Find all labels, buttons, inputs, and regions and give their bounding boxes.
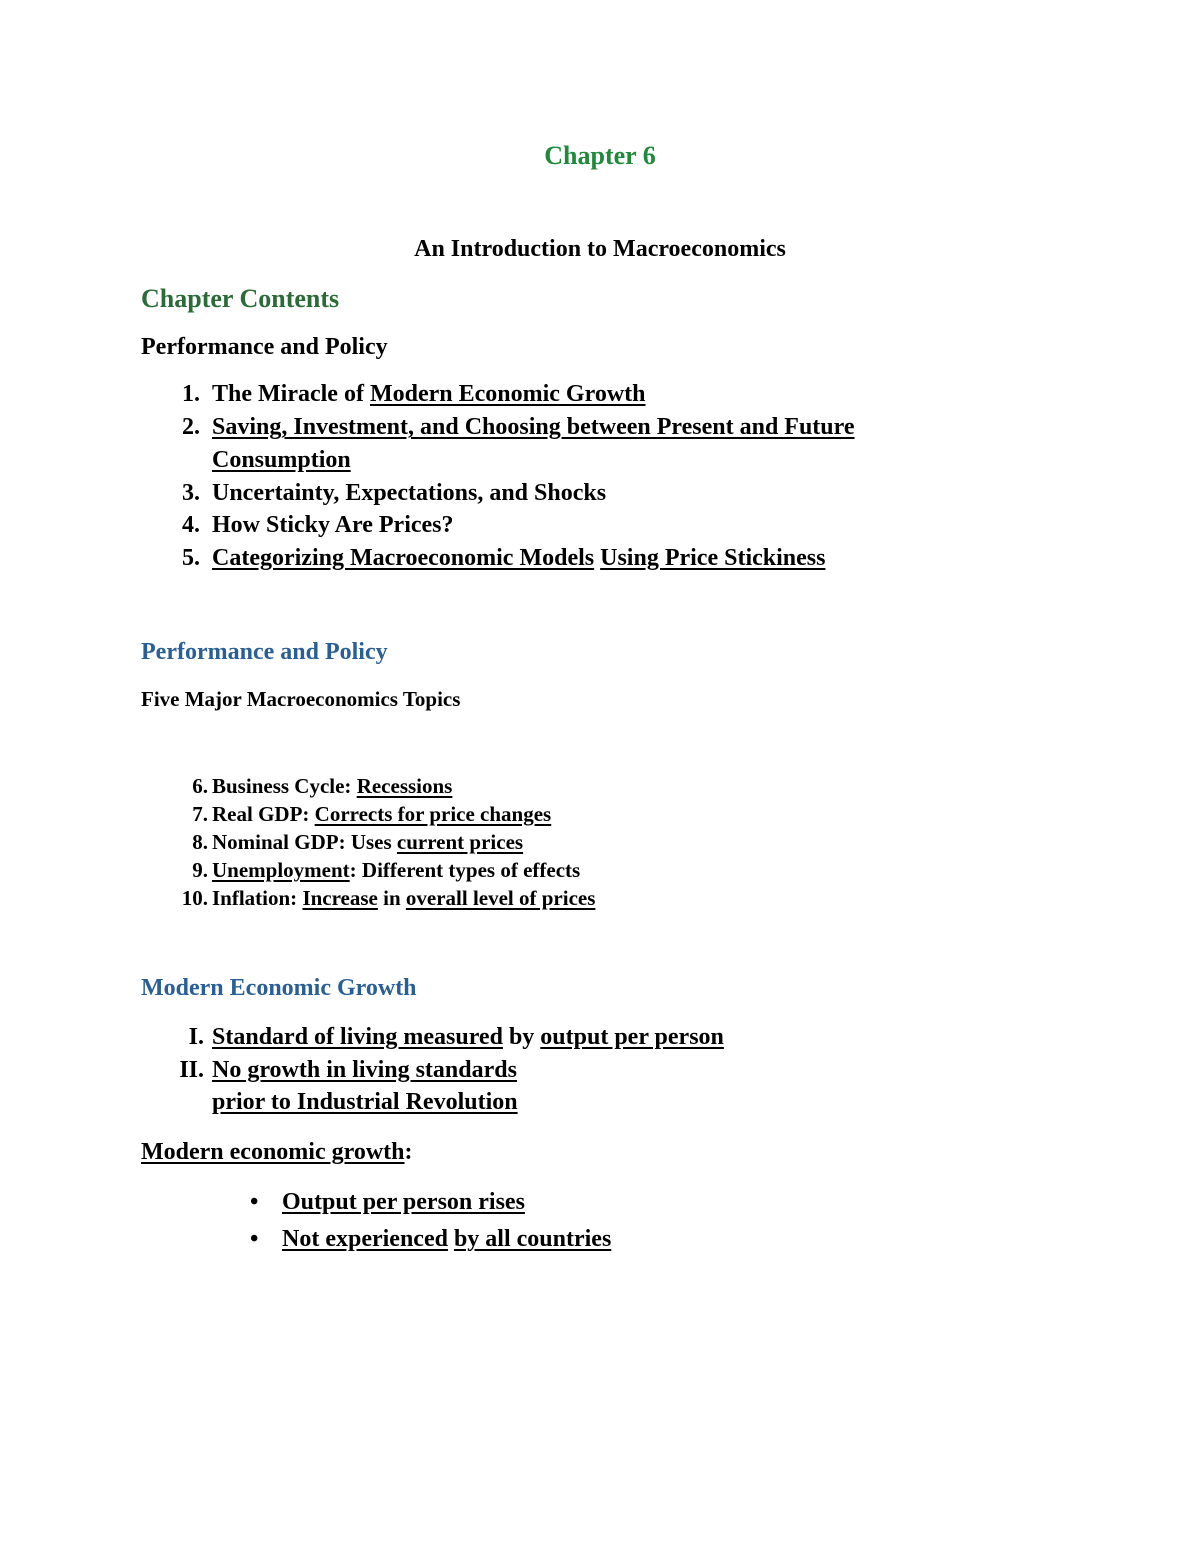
bullet-icon: • xyxy=(250,1189,259,1215)
text-run: Modern Economic Growth xyxy=(369,381,646,407)
chapter-label: Chapter 6 xyxy=(544,141,656,170)
list-item xyxy=(212,480,606,507)
text-run: The Miracle of xyxy=(212,381,370,407)
list-item xyxy=(212,1057,517,1084)
list-number: 6. xyxy=(192,774,208,798)
list-item xyxy=(212,1024,724,1051)
document-title: An Introduction to Macroeconomics xyxy=(414,236,786,262)
text-run: current prices xyxy=(396,830,524,854)
list-item xyxy=(212,545,825,572)
section-heading-growth: Modern Economic Growth xyxy=(141,975,417,1001)
definition-colon: : xyxy=(404,1139,413,1165)
bullet-icon: • xyxy=(250,1226,259,1252)
text-run: Inflation: xyxy=(212,886,303,910)
text-run: Output per person rises xyxy=(282,1189,525,1215)
text-run: prior to Industrial Revolution xyxy=(212,1089,518,1115)
list-item-continuation xyxy=(212,1089,518,1116)
text-run: Increase xyxy=(302,886,378,910)
list-number: 10. xyxy=(181,886,208,910)
list-item xyxy=(212,381,645,408)
definition-line xyxy=(141,1139,413,1166)
text-run: : Different types of effects xyxy=(349,858,581,882)
text-run: Unemployment xyxy=(212,858,350,882)
list-number: 2. xyxy=(182,414,200,440)
list-item xyxy=(212,512,454,539)
list-number: 1. xyxy=(182,381,200,407)
list-number: 4. xyxy=(182,512,200,538)
list-number: 7. xyxy=(192,802,208,826)
list-item xyxy=(212,886,595,911)
text-run: in xyxy=(377,886,406,910)
list-item xyxy=(212,802,551,827)
bullet-item xyxy=(282,1226,611,1253)
list-number: 3. xyxy=(182,480,200,506)
text-run: Uncertainty, Expectations, and Shocks xyxy=(212,480,607,506)
text-run: by xyxy=(502,1024,541,1050)
text-run: output per person xyxy=(540,1024,724,1050)
list-number: 5. xyxy=(182,545,200,571)
list-number: 8. xyxy=(192,830,208,854)
contents-subheading: Performance and Policy xyxy=(141,334,388,360)
text-run: How Sticky Are Prices? xyxy=(212,512,454,538)
text-run: Using Price Stickiness xyxy=(600,545,826,571)
list-item xyxy=(212,830,523,855)
text-run: Real GDP: xyxy=(212,802,315,826)
contents-heading: Chapter Contents xyxy=(141,284,340,313)
text-run: Standard of living measured xyxy=(212,1024,503,1050)
list-number: 9. xyxy=(192,858,208,882)
list-item xyxy=(212,414,855,441)
list-item xyxy=(212,774,452,799)
text-run: overall level of prices xyxy=(405,886,596,910)
text-run: Consumption xyxy=(212,447,351,473)
section-heading-performance: Performance and Policy xyxy=(141,639,388,665)
text-run: Corrects for price changes xyxy=(314,802,552,826)
bullet-item xyxy=(282,1189,525,1216)
list-number: II. xyxy=(179,1057,204,1083)
topics-subheading: Five Major Macroeconomics Topics xyxy=(141,687,461,711)
text-run: Business Cycle: xyxy=(212,774,357,798)
text-run: Categorizing Macroeconomic Models xyxy=(212,545,595,571)
list-item xyxy=(212,858,580,883)
text-run: Recessions xyxy=(356,774,453,798)
list-number: I. xyxy=(188,1024,204,1050)
text-run: Saving, Investment, and Choosing between Present and Future xyxy=(212,414,855,440)
text-run: No growth in living standards xyxy=(212,1057,517,1083)
text-run: Nominal GDP: Uses xyxy=(212,830,397,854)
text-run: by all countries xyxy=(453,1226,612,1252)
text-run: Not experienced xyxy=(282,1226,448,1252)
list-item-continuation xyxy=(212,447,351,474)
definition-term: Modern economic growth xyxy=(141,1139,405,1165)
